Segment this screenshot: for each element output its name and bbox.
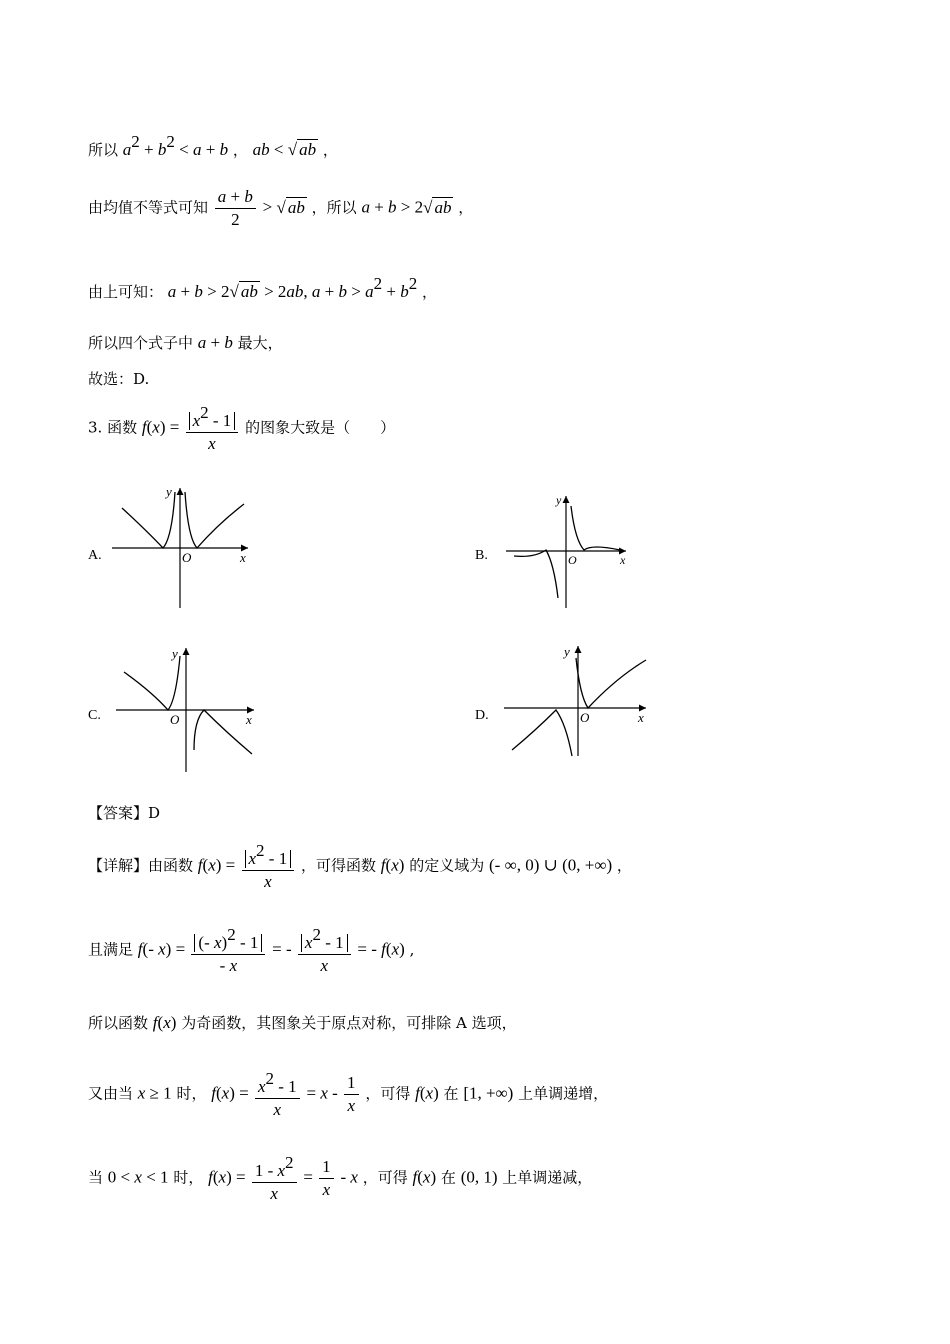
graph-c-origin: O [170,712,180,727]
graph-b-origin: O [568,553,577,567]
detail-5: 当 0 < x < 1 时， f(x) = $\frac{1 - x^2}{x}$ = $\frac{1}{x}$ - x ，可得 f(x) 在 (0, 1) 上单调递减， [88,1153,593,1203]
detail-3: 所以函数 f(x) 为奇函数，其图象关于原点对称，可排除 A 选项， [88,1013,517,1032]
graph-d-origin: O [580,710,590,725]
detail-4: 又由当 x ≥ 1 时， f(x) = $\frac{x^2 - 1}{x}$ = x - $\frac{1}{x}$ ，可得 f(x) 在 [1, +∞) 上单调递增， [88,1069,609,1119]
line-4: 所以四个式子中 a + b 最大， [88,333,283,352]
option-b-label: B. [475,548,488,563]
option-a-label: A. [88,548,102,563]
line-3: 由上可知： a + b > 2√ ab > 2ab, $a + b > a^2 + b^2$ ， [88,274,437,301]
option-d-label: D. [475,708,489,723]
graph-option-d [500,638,655,758]
graph-option-b [500,490,635,610]
graph-c-y-label: y [172,646,178,661]
graph-a-y-label: y [166,484,172,499]
graph-option-c [112,640,262,775]
graph-a-origin: O [182,550,192,565]
graph-d-y-label: y [564,644,570,659]
detail-1: 【详解】由函数 f(x) = $\frac{x^2 - 1}{x}$ ，可得函数 f(x) 的定义域为 (- ∞, 0) ∪ (0, +∞) ， [88,841,632,891]
graph-b-x-label: x [620,553,626,567]
question-3: 3. 函数 f(x) = $\frac{x^2 - 1}{x}$ 的图象大致是（ ） [88,403,396,453]
option-c-label: C. [88,708,101,723]
answer: 【答案】D [88,804,161,822]
line-2: 由均值不等式可知 $\frac{a + b}{2}$ > √ ab ，所以 a + b > 2√ ab ， [88,187,474,229]
line-5: 故选：D. [88,370,150,388]
graph-d-x-label: x [638,710,644,725]
graph-option-a [108,480,258,610]
graph-b-y-label: y [556,493,562,507]
graph-c-x-label: x [246,712,252,727]
line-1: 所以 $a^2 + b^2 < a + b$ ， ab < √ ab ， [88,132,338,159]
detail-2: 且满足 f(- x) = $\frac{(- x)^2 - 1}{- x}$ = - $\frac{x^2 - 1}{x}$ = - f(x) , [88,925,415,975]
graph-a-x-label: x [240,550,246,565]
